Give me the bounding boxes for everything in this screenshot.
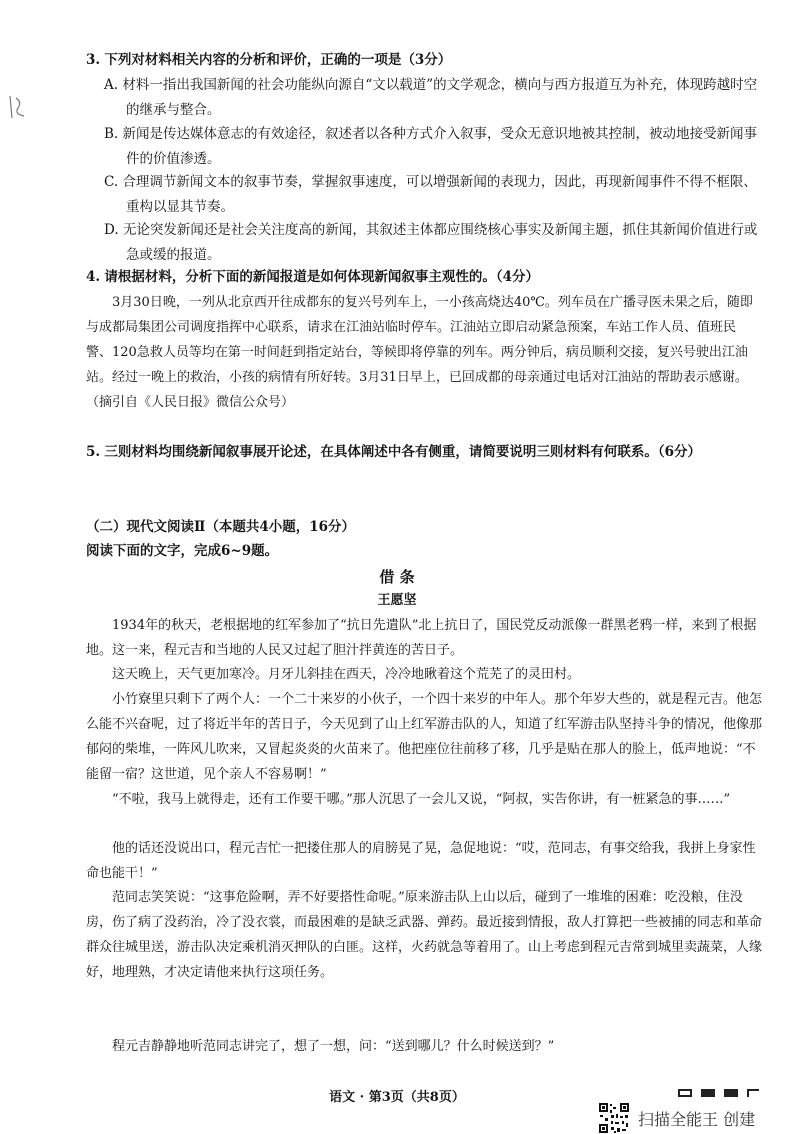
option-text: 无论突发新闻还是社会关注度高的新闻，其叙述主体都应围绕核心事实及新闻主题，抓住其新闻价值进行或急或缓的报道。	[122, 222, 758, 263]
option-d	[104, 218, 766, 268]
solid-square-icon	[724, 1089, 738, 1097]
story-paragraph-7: 程元吉静静地听范同志讲完了，想了一想，问：“送到哪儿？什么时候送到？”	[112, 1039, 555, 1054]
story-paragraph-4: “不啦，我马上就得走，还有工作要干哪。”那人沉思了一会儿又说，“阿叔，实告你讲，有一桩紧急的事……”	[112, 792, 731, 807]
scanner-watermark	[598, 1102, 755, 1134]
watermark-text: 扫描全能王 创建	[638, 1109, 756, 1129]
story-paragraph-2: 这天晚上，天气更加寒冷。月牙儿斜挂在西天，冷冷地瞅着这个荒芜了的灵田村。	[112, 667, 581, 682]
question-number: 3.	[86, 52, 101, 68]
news-passage: 3月30日晚，一列从北京西开往成都东的复兴号列车上，一小孩高烧达40℃。列车员在广播寻医未果之后，随即与成都局集团公司调度指挥中心联系，请求在江油站临时停车。江油站立即启动紧急预案，车站工作人员、值班民警、120急救人员等均在第一时间赶到指定站台，等候即将停靠的列车。两分钟后，病员顺利交接，复兴号驶出江油站。经过一晚上的救治，小孩的病情有所好转。3月31日早上，已回成都的母亲通过电话对江油站的帮助表示感谢。（摘引自《人民日报》微信公众号）	[86, 295, 753, 410]
hollow-square-icon	[678, 1089, 692, 1097]
story-title: 借 条	[379, 568, 415, 586]
option-c	[104, 170, 766, 220]
story-author: 王愿坚	[377, 593, 417, 608]
option-text: 新闻是传达媒体意志的有效途径，叙述者以各种方式介入叙事，受众无意识地被其控制，被动地接受新闻事件的价值渗透。	[122, 126, 758, 167]
option-label: B.	[104, 126, 119, 142]
option-text: 材料一指出我国新闻的社会功能纵向源自“文以载道”的文学观念，横向与西方报道互为补充，体现跨越时空的继承与整合。	[122, 77, 758, 118]
option-label: C.	[104, 174, 119, 190]
option-b	[104, 122, 766, 172]
solid-square-icon	[701, 1089, 715, 1097]
question-number: 4.	[86, 269, 101, 285]
story-paragraph-1: 1934年的秋天，老根据地的红军参加了“抗日先遣队”北上抗日了，国民党反动派像一群黑老鸦一样，来到了根据地。这一来，程元吉和当地的人民又过起了胆汁拌黄连的苦日子。	[86, 618, 757, 658]
section-instruction: 阅读下面的文字，完成6~9题。	[86, 543, 279, 559]
option-label: D.	[104, 222, 119, 238]
story-paragraph-3: 小竹寮里只剩下了两个人：一个二十来岁的小伙子，一个四十来岁的中年人。那个年岁大些的，就是程元吉。他怎么能不兴奋呢，过了将近半年的苦日子，今天见到了山上红军游击队的人，知道了红军游击队坚持斗争的情况，他像那郁闷的柴堆，一阵风儿吹来，又冒起炎炎的火苗来了。他把座位往前移了移，几乎是贴在那人的脸上，低声地说：“不能留一宿？这世道，见个亲人不容易啊！”	[86, 692, 763, 782]
question-3-stem	[86, 48, 736, 73]
question-text: 下列对材料相关内容的分析和评价，正确的一项是（3分）	[104, 52, 452, 68]
option-a	[104, 73, 766, 123]
question-4-stem	[86, 265, 736, 290]
corner-bracket-icon	[747, 1089, 759, 1097]
story-paragraph-6: 范同志笑笑说：“这事危险啊，弄不好要搭性命呢。”原来游击队上山以后，碰到了一堆堆的困难：吃没粮，住没房，伤了病了没药治，冷了没衣裳，而最困难的是缺乏武器、弹药。最近接到情报，敌人打算把一些被捕的同志和革命群众往城里送，游击队决定乘机消灭押队的白匪。这样，火药就急等着用了。山上考虑到程元吉常到城里卖蔬菜，人缘好，地理熟，才决定请他来执行这项任务。	[86, 890, 763, 980]
section-heading: （二）现代文阅读Ⅱ（本题共4小题，16分）	[86, 519, 356, 535]
question-text: 请根据材料，分析下面的新闻报道是如何体现新闻叙事主观性的。（4分）	[104, 269, 540, 285]
margin-scribble-icon	[6, 92, 30, 122]
question-text: 三则材料均围绕新闻叙事展开论述，在具体阐述中各有侧重，请简要说明三则材料有何联系。（6分）	[104, 444, 702, 460]
story-paragraph-5: 他的话还没说出口，程元吉忙一把搂住那人的肩膀晃了晃，急促地说：“哎，范同志，有事交给我，我拼上身家性命也能干！”	[86, 841, 756, 881]
qr-code-icon	[598, 1102, 630, 1134]
option-label: A.	[104, 77, 119, 93]
registration-marks	[678, 1089, 759, 1097]
question-number: 5.	[86, 444, 101, 460]
question-5-stem	[86, 440, 736, 465]
option-text: 合理调节新闻文本的叙事节奏，掌握叙事速度，可以增强新闻的表现力，因此，再现新闻事件不得不框限、重构以显其节奏。	[122, 174, 757, 215]
page-footer: 语文 · 第3页（共8页）	[329, 1090, 465, 1105]
